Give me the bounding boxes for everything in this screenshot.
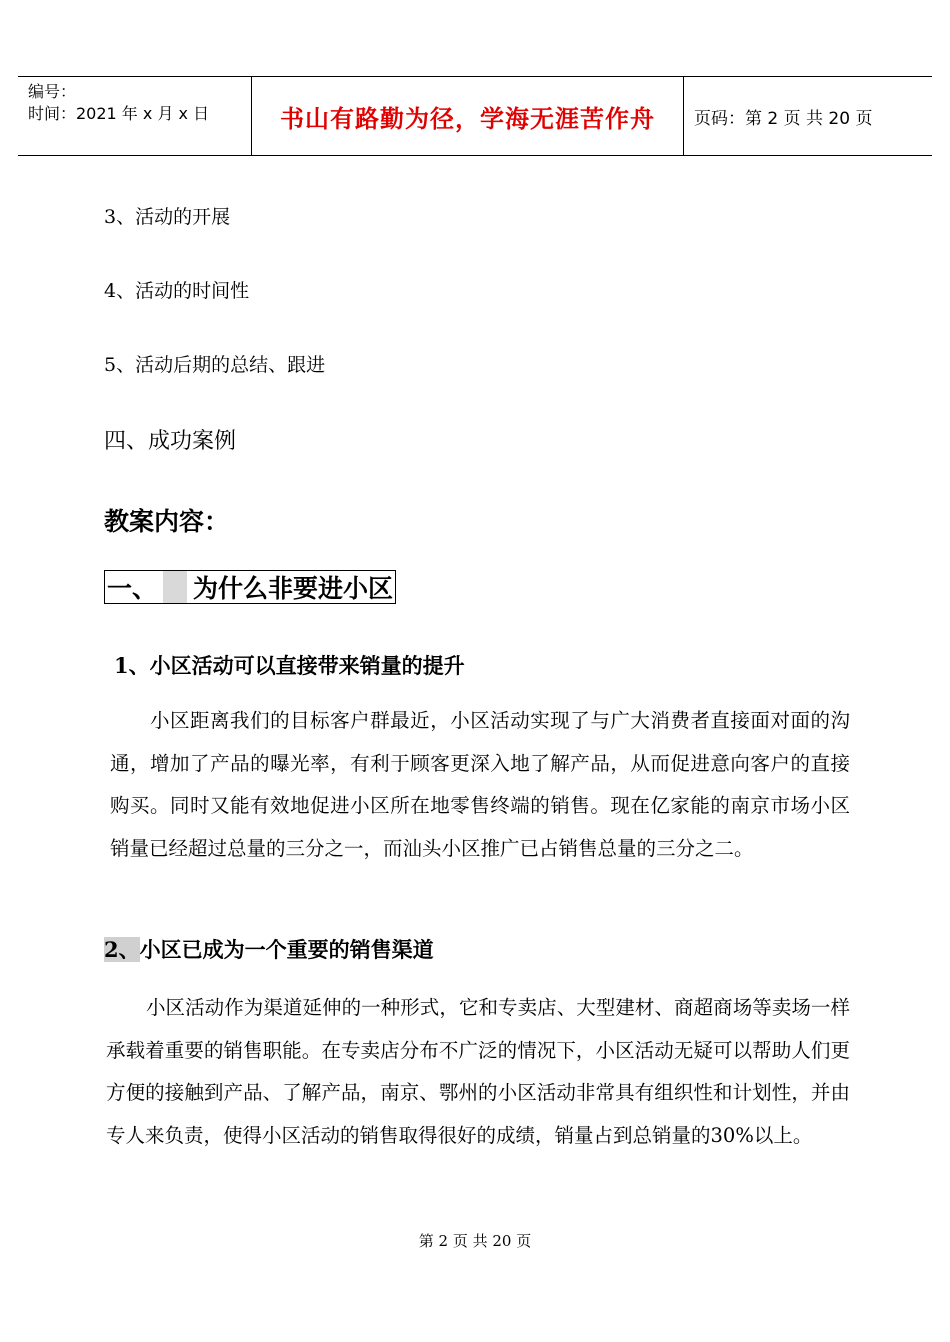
header-motto: 书山有路勤为径，学海无涯苦作舟 [280, 104, 655, 133]
point-2-number: 2、 [104, 937, 140, 962]
section-1-title: 为什么非要进小区 [193, 574, 394, 603]
point-1-body: 小区距离我们的目标客户群最近，小区活动实现了与广大消费者直接面对面的沟通，增加了产品的曝光率，有利于顾客更深入地了解产品，从而促进意向客户的直接购买。同时又能有效地促进小区所在地零售终端的销售。现在亿家能的南京市场小区销量已经超过总量的三分之一，而汕头小区推广已占销售总量的三分之二。 [110, 709, 850, 860]
section-heading-1 [104, 570, 396, 604]
section-heading-4: 四、成功案例 [104, 429, 237, 454]
page-header [18, 76, 932, 156]
list-item: 3、活动的开展 [104, 206, 231, 228]
page-footer: 第 2 页 共 20 页 [418, 1232, 532, 1250]
lesson-content-title: 教案内容： [104, 507, 230, 536]
list-item: 4、活动的时间性 [104, 280, 250, 302]
point-2-body: 小区活动作为渠道延伸的一种形式，它和专卖店、大型建材、商超商场等卖场一样承载着重要的销售职能。在专卖店分布不广泛的情况下，小区活动无疑可以帮助人们更方便的接触到产品、了解产品，南京、鄂州的小区活动非常具有组织性和计划性，并由专人来负责，使得小区活动的销售取得很好的成绩，销量占到总销量的30%以上。 [106, 996, 850, 1147]
point-1-title: 1、小区活动可以直接带来销量的提升 [114, 653, 465, 678]
header-meta [18, 77, 252, 155]
section-1-number: 一、 [107, 574, 158, 603]
point-2-title [104, 934, 434, 964]
point-2-title-text: 小区已成为一个重要的销售渠道 [139, 937, 434, 962]
heading-shade [163, 571, 187, 603]
number-label: 编号： [28, 82, 77, 101]
header-page-info: 页码：第 2 页 共 20 页 [694, 108, 873, 129]
list-item: 5、活动后期的总结、跟进 [104, 354, 326, 376]
header-motto-cell [252, 77, 684, 155]
time-label: 时间：2021 年 x 月 x 日 [28, 104, 210, 123]
